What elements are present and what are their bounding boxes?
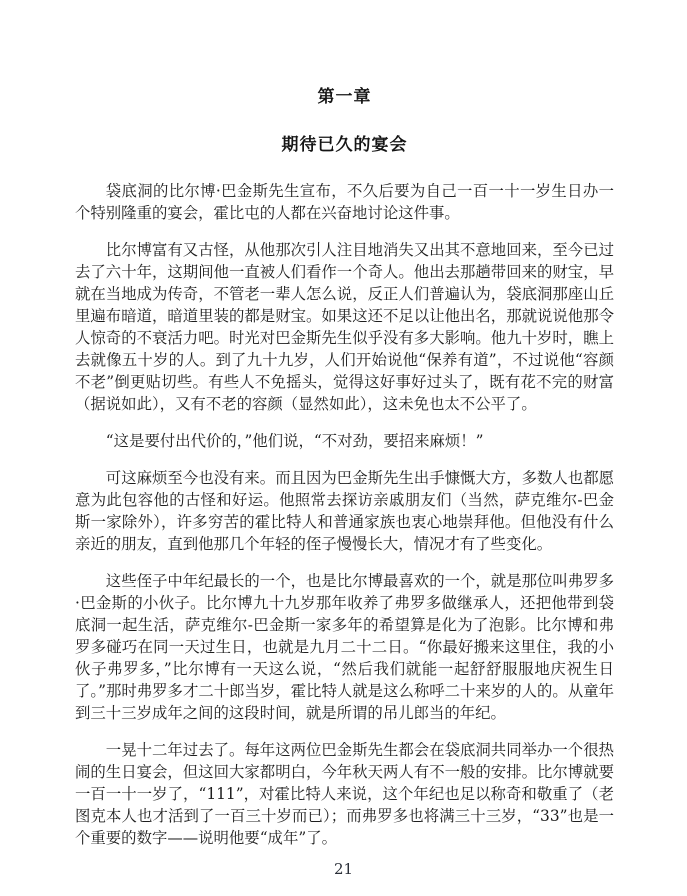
chapter-title: 第一章 — [317, 87, 372, 107]
section-title: 期待已久的宴会 — [281, 135, 408, 155]
page-number: 21 — [333, 860, 354, 878]
paragraph: 一晃十二年过去了。每年这两位巴金斯先生都会在袋底洞共同举办一个很热闹的生日宴会，但这回大家都明白，今年秋天两人有不一般的安排。比尔博就要一百一十一岁了，“111”，对霍比特人来说，这个年纪也足以称奇和敬重了（老图克本人也才活到了一百三十岁而已）；而弗罗多也将满三十三岁，“33”也是一个重要的数字——说明他要“成年”了。 — [75, 741, 614, 847]
paragraph: “这是要付出代价的，”他们说，“不对劲，要招来麻烦！” — [105, 432, 484, 450]
paragraph: 袋底洞的比尔博·巴金斯先生宣布，不久后要为自己一百一十一岁生日办一个特别隆重的宴会，霍比屯的人都在兴奋地讨论这件事。 — [75, 182, 614, 222]
paragraph: 可这麻烦至今也没有来。而且因为巴金斯先生出手慷慨大方，多数人也都愿意为此包容他的古怪和好运。他照常去探访亲戚朋友们（当然，萨克维尔-巴金斯一家除外），许多穷苦的霍比特人和普通家族也衷心地崇拜他。但他没有什么亲近的朋友，直到他那几个年轻的侄子慢慢长大，情况才有了些变化。 — [75, 469, 614, 553]
paragraph: 这些侄子中年纪最长的一个，也是比尔博最喜欢的一个，就是那位叫弗罗多·巴金斯的小伙子。比尔博九十九岁那年收养了弗罗多做继承人，还把他带到袋底洞一起生活，萨克维尔-巴金斯一家多年的希望算是化为了泡影。比尔博和弗罗多碰巧在同一天过生日，也就是九月二十二日。“你最好搬来这里住，我的小伙子弗罗多，”比尔博有一天这么说，“然后我们就能一起舒舒服服地庆祝生日了。”那时弗罗多才二十郎当岁，霍比特人就是这么称呼二十来岁的人的。从童年到三十三岁成年之间的这段时间，就是所谓的吊儿郎当的年纪。 — [75, 572, 614, 722]
paragraph: 比尔博富有又古怪，从他那次引人注目地消失又出其不意地回来，至今已过去了六十年，这期间他一直被人们看作一个奇人。他出去那趟带回来的财宝，早就在当地成为传奇，不管老一辈人怎么说，反正人们普遍认为，袋底洞那座山丘里遍布暗道，暗道里装的都是财宝。如果这还不足以让他出名，那就说说他那令人惊奇的不衰活力吧。时光对巴金斯先生似乎没有多大影响。他九十岁时，瞧上去就像五十岁的人。到了九十九岁，人们开始说他“保养有道”，不过说他“容颜不老”倒更贴切些。有些人不免摇头，觉得这好事好过头了，既有花不完的财富（据说如此），又有不老的容颜（显然如此），这未免也太不公平了。 — [75, 241, 614, 413]
